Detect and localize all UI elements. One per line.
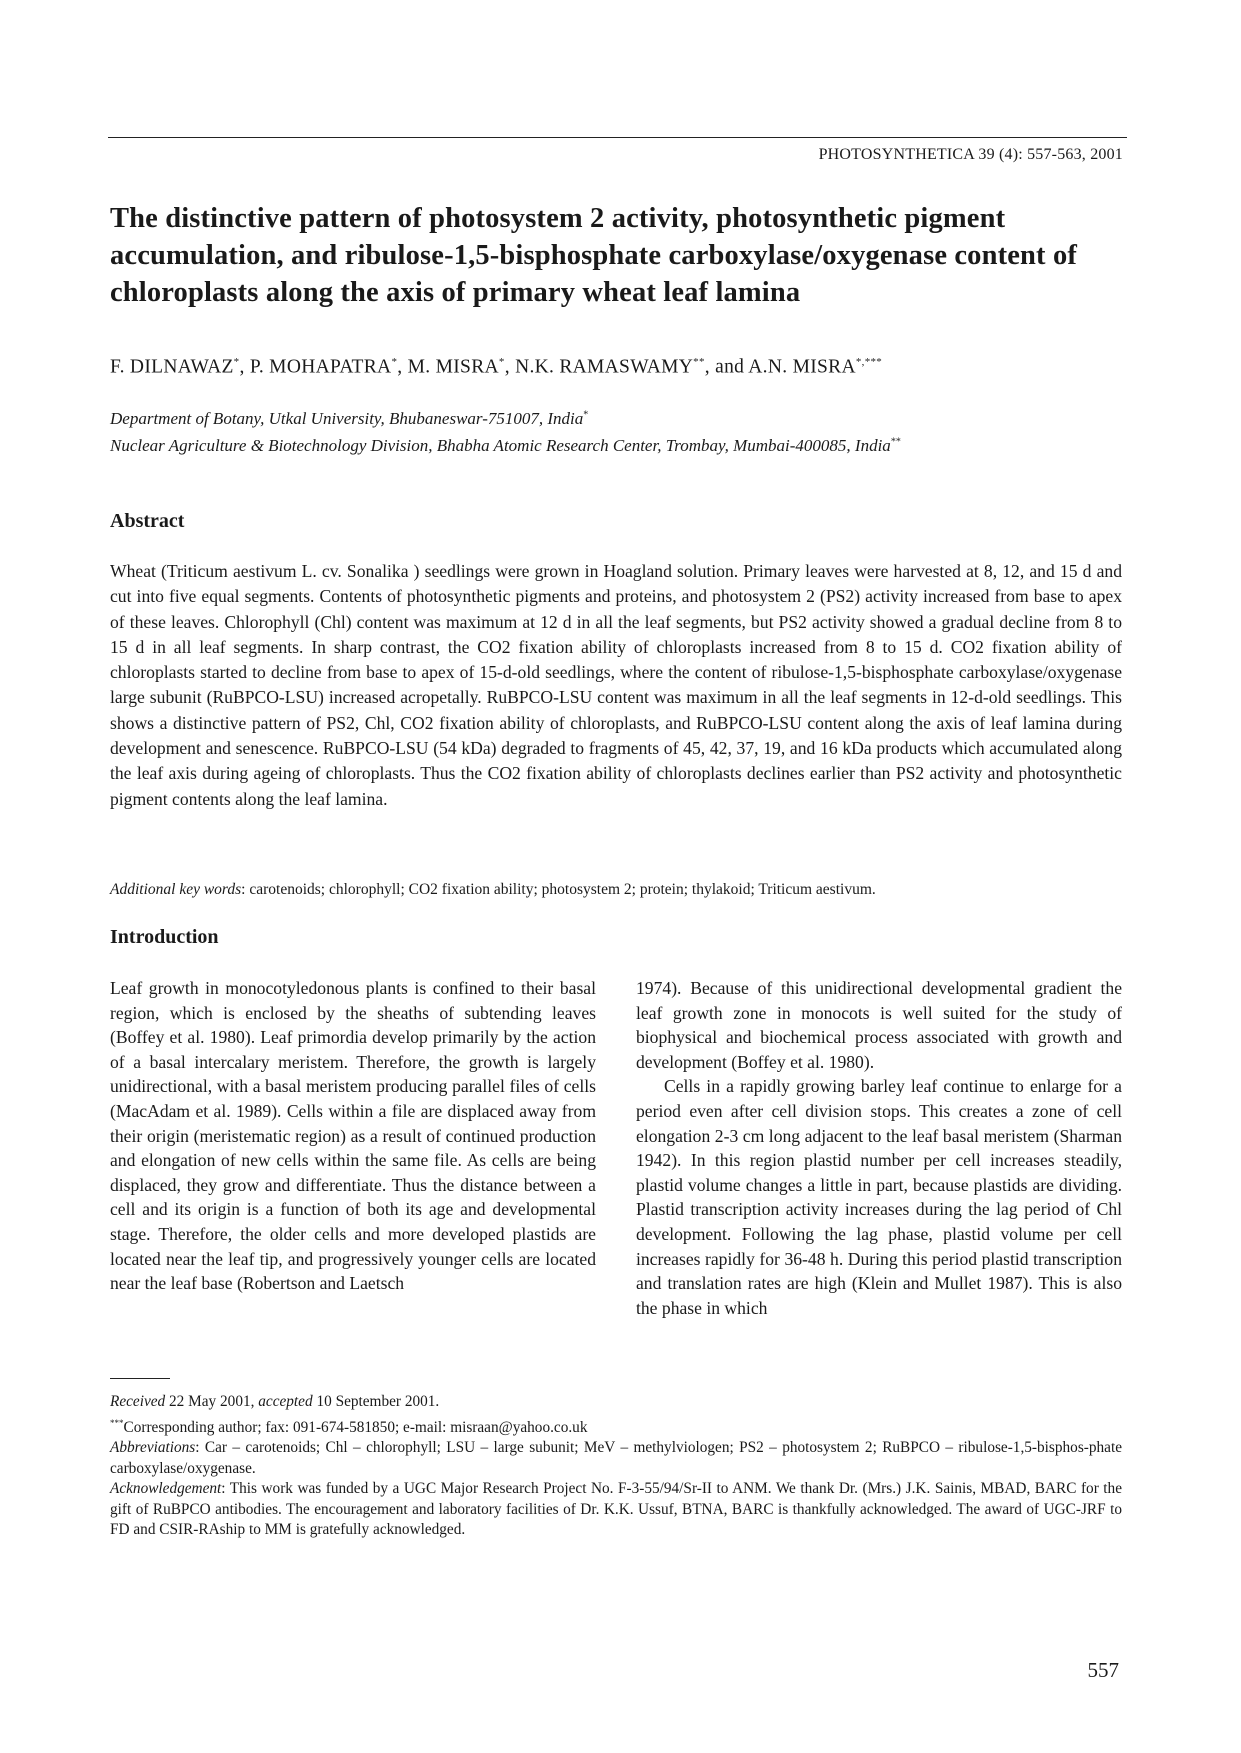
keywords-text: carotenoids; chlorophyll; CO2 fixation ability; photosystem 2; protein; thylakoid; Triticum aestivum. bbox=[249, 881, 876, 898]
acknowledgement-text: This work was funded by a UGC Major Research Project No. F-3-55/94/Sr-II to ANM. We thank Dr. (Mrs.) J.K. Sainis, MBAD, BARC for the gift of RuBPCO antibodies. The encouragement and laboratory facilities of Dr. K.K. Ussuf, BTNA, BARC is thankfully acknowledged. The award of UGC-JRF to FD and CSIR-RAship to MM is gratefully acknowledged. bbox=[110, 1480, 1122, 1539]
author-separator: , and bbox=[704, 356, 749, 378]
intro-paragraph: Leaf growth in monocotyledonous plants is confined to their basal region, which is enclosed by the sheaths of subtending leaves (Boffey et al. 1980). Leaf primordia develop primarily by the action of a basal intercalary meristem. Therefore, the growth is largely unidirectional, with a basal meristem producing parallel files of cells (MacAdam et al. 1989). Cells within a file are displaced away from their origin (meristematic region) as a result of continued production and elongation of new cells within the same file. As cells are being displaced, they grow and differentiate. Thus the distance between a cell and its origin is a function of both its age and developmental stage. Therefore, the older cells and more developed plastids are located near the leaf tip, and progressively younger cells are located near the leaf base (Robertson and Laetsch bbox=[110, 978, 596, 1294]
keywords: Additional key words: carotenoids; chlorophyll; CO2 fixation ability; photosystem 2; protein; thylakoid; Triticum aestivum. bbox=[110, 881, 876, 898]
author-list bbox=[110, 356, 882, 379]
keywords-label: Additional key words bbox=[110, 881, 242, 898]
intro-paragraph: Cells in a rapidly growing barley leaf continue to enlarge for a period even after cell division stops. This creates a zone of cell elongation 2-3 cm long adjacent to the leaf basal meristem (Sharman 1942). In this region plastid number per cell increases steadily, plastid volume changes a little in part, because plastids are dividing. Plastid transcription activity increases during the lag period of Chl development. Following the lag phase, plastid volume per cell increases rapidly for 36-48 h. During this period plastid transcription and translation rates are high (Klein and Mullet 1987). This is also the phase in which bbox=[636, 1076, 1122, 1318]
accepted-date: 10 September 2001. bbox=[316, 1393, 440, 1410]
corresponding-text: Corresponding author; fax: 091-674-581850; e-mail: misraan@yahoo.co.uk bbox=[123, 1418, 588, 1436]
affiliation-mark: * bbox=[583, 409, 589, 421]
abbreviations-text: Car – carotenoids; Chl – chlorophyll; LSU – large subunit; MeV – methylviologen; PS2 – photosystem 2; RuBPCO – ribulose-1,5-bisphos-phate carboxylase/oxygenase. bbox=[110, 1439, 1122, 1477]
corresponding-mark: *** bbox=[110, 1417, 124, 1428]
author-separator: , bbox=[397, 356, 408, 378]
author-mark: * bbox=[498, 356, 505, 368]
article-title: The distinctive pattern of photosystem 2 activity, photosynthetic pigment accumulation, and ribulose-1,5-bisphosphate carboxylase/oxygenase content of chloroplasts along the axis of primary wheat leaf lamina bbox=[110, 203, 1077, 308]
acknowledgement: Acknowledgement: This work was funded by a UGC Major Research Project No. F-3-55/94/Sr-II to ANM. We thank Dr. (Mrs.) J.K. Sainis, MBAD, BARC for the gift of RuBPCO antibodies. The encouragement and laboratory facilities of Dr. K.K. Ussuf, BTNA, BARC is thankfully acknowledged. The award of UGC-JRF to FD and CSIR-RAship to MM is gratefully acknowledged. bbox=[110, 1480, 1122, 1539]
affiliation-text: Department of Botany, Utkal University, Bhubaneswar-751007, India bbox=[110, 409, 584, 428]
received-label: Received bbox=[110, 1393, 166, 1410]
affiliation-text: Nuclear Agriculture & Biotechnology Division, Bhabha Atomic Research Center, Trombay, Mumbai-400085, India bbox=[110, 436, 891, 455]
corresponding-author bbox=[110, 1413, 1122, 1439]
author-mark: *,*** bbox=[855, 356, 883, 368]
running-head: PHOTOSYNTHETICA 39 (4): 557-563, 2001 bbox=[818, 146, 1123, 163]
author-name: N.K. RAMASWAMY bbox=[515, 356, 694, 378]
footnote-rule bbox=[110, 1378, 170, 1379]
acknowledgement-label: Acknowledgement bbox=[110, 1480, 222, 1498]
author-name: P. MOHAPATRA bbox=[249, 356, 392, 378]
affiliation bbox=[110, 409, 588, 429]
author-name: M. MISRA bbox=[407, 356, 499, 378]
author-separator: , bbox=[239, 356, 250, 378]
affiliation bbox=[110, 436, 901, 456]
abstract-heading: Abstract bbox=[110, 510, 185, 532]
abbreviations: Abbreviations: Car – carotenoids; Chl – chlorophyll; LSU – large subunit; MeV – methylviologen; PS2 – photosystem 2; RuBPCO – ribulose-1,5-bisphos-phate carboxylase/oxygenase. bbox=[110, 1439, 1122, 1477]
intro-right-column bbox=[636, 976, 1122, 1320]
footnotes bbox=[110, 1392, 1122, 1541]
author-name: F. DILNAWAZ bbox=[110, 356, 234, 378]
abstract-text: Wheat (Triticum aestivum L. cv. Sonalika ) seedlings were grown in Hoagland solution. Primary leaves were harvested at 8, 12, and 15 d and cut into five equal segments. Contents of photosynthetic pigments and proteins, and photosystem 2 (PS2) activity increased from base to apex of these leaves. Chlorophyll (Chl) content was maximum at 12 d in all the leaf segments, but PS2 activity showed a gradual decline from 8 to 15 d in all leaf segments. In sharp contrast, the CO2 fixation ability of chloroplasts increased from 8 to 15 d. CO2 fixation ability of chloroplasts started to decline from base to apex of 15-d-old seedlings, where the content of ribulose-1,5-bisphosphate carboxylase/oxygenase large subunit (RuBPCO-LSU) increased acropetally. RuBPCO-LSU content was maximum in all the leaf segments in 12-d-old seedlings. This shows a distinctive pattern of PS2, Chl, CO2 fixation ability of chloroplasts, and RuBPCO-LSU content along the axis of leaf lamina during development and senescence. RuBPCO-LSU (54 kDa) degraded to fragments of 45, 42, 37, 19, and 16 kDa products which accumulated along the leaf axis during ageing of chloroplasts. Thus the CO2 fixation ability of chloroplasts declines earlier than PS2 activity and photosynthetic pigment contents along the leaf lamina. bbox=[110, 561, 1122, 809]
author-mark: ** bbox=[693, 356, 705, 368]
author-mark: * bbox=[233, 356, 240, 368]
accepted-label: accepted bbox=[258, 1393, 313, 1410]
abbreviations-label: Abbreviations bbox=[110, 1439, 196, 1457]
author-name: A.N. MISRA bbox=[748, 356, 856, 378]
received-line bbox=[110, 1392, 1122, 1413]
intro-paragraph: 1974). Because of this unidirectional developmental gradient the leaf growth zone in monocots is well suited for the study of biophysical and biochemical process associated with growth and development (Boffey et al. 1980). bbox=[636, 978, 1122, 1072]
author-mark: * bbox=[391, 356, 398, 368]
introduction-heading: Introduction bbox=[110, 926, 219, 948]
page-number: 557 bbox=[1087, 1658, 1119, 1682]
header-rule bbox=[108, 137, 1127, 138]
affiliation-mark: ** bbox=[890, 436, 901, 448]
intro-left-column bbox=[110, 976, 596, 1296]
author-separator: , bbox=[504, 356, 516, 378]
received-date: 22 May 2001, bbox=[169, 1393, 255, 1410]
